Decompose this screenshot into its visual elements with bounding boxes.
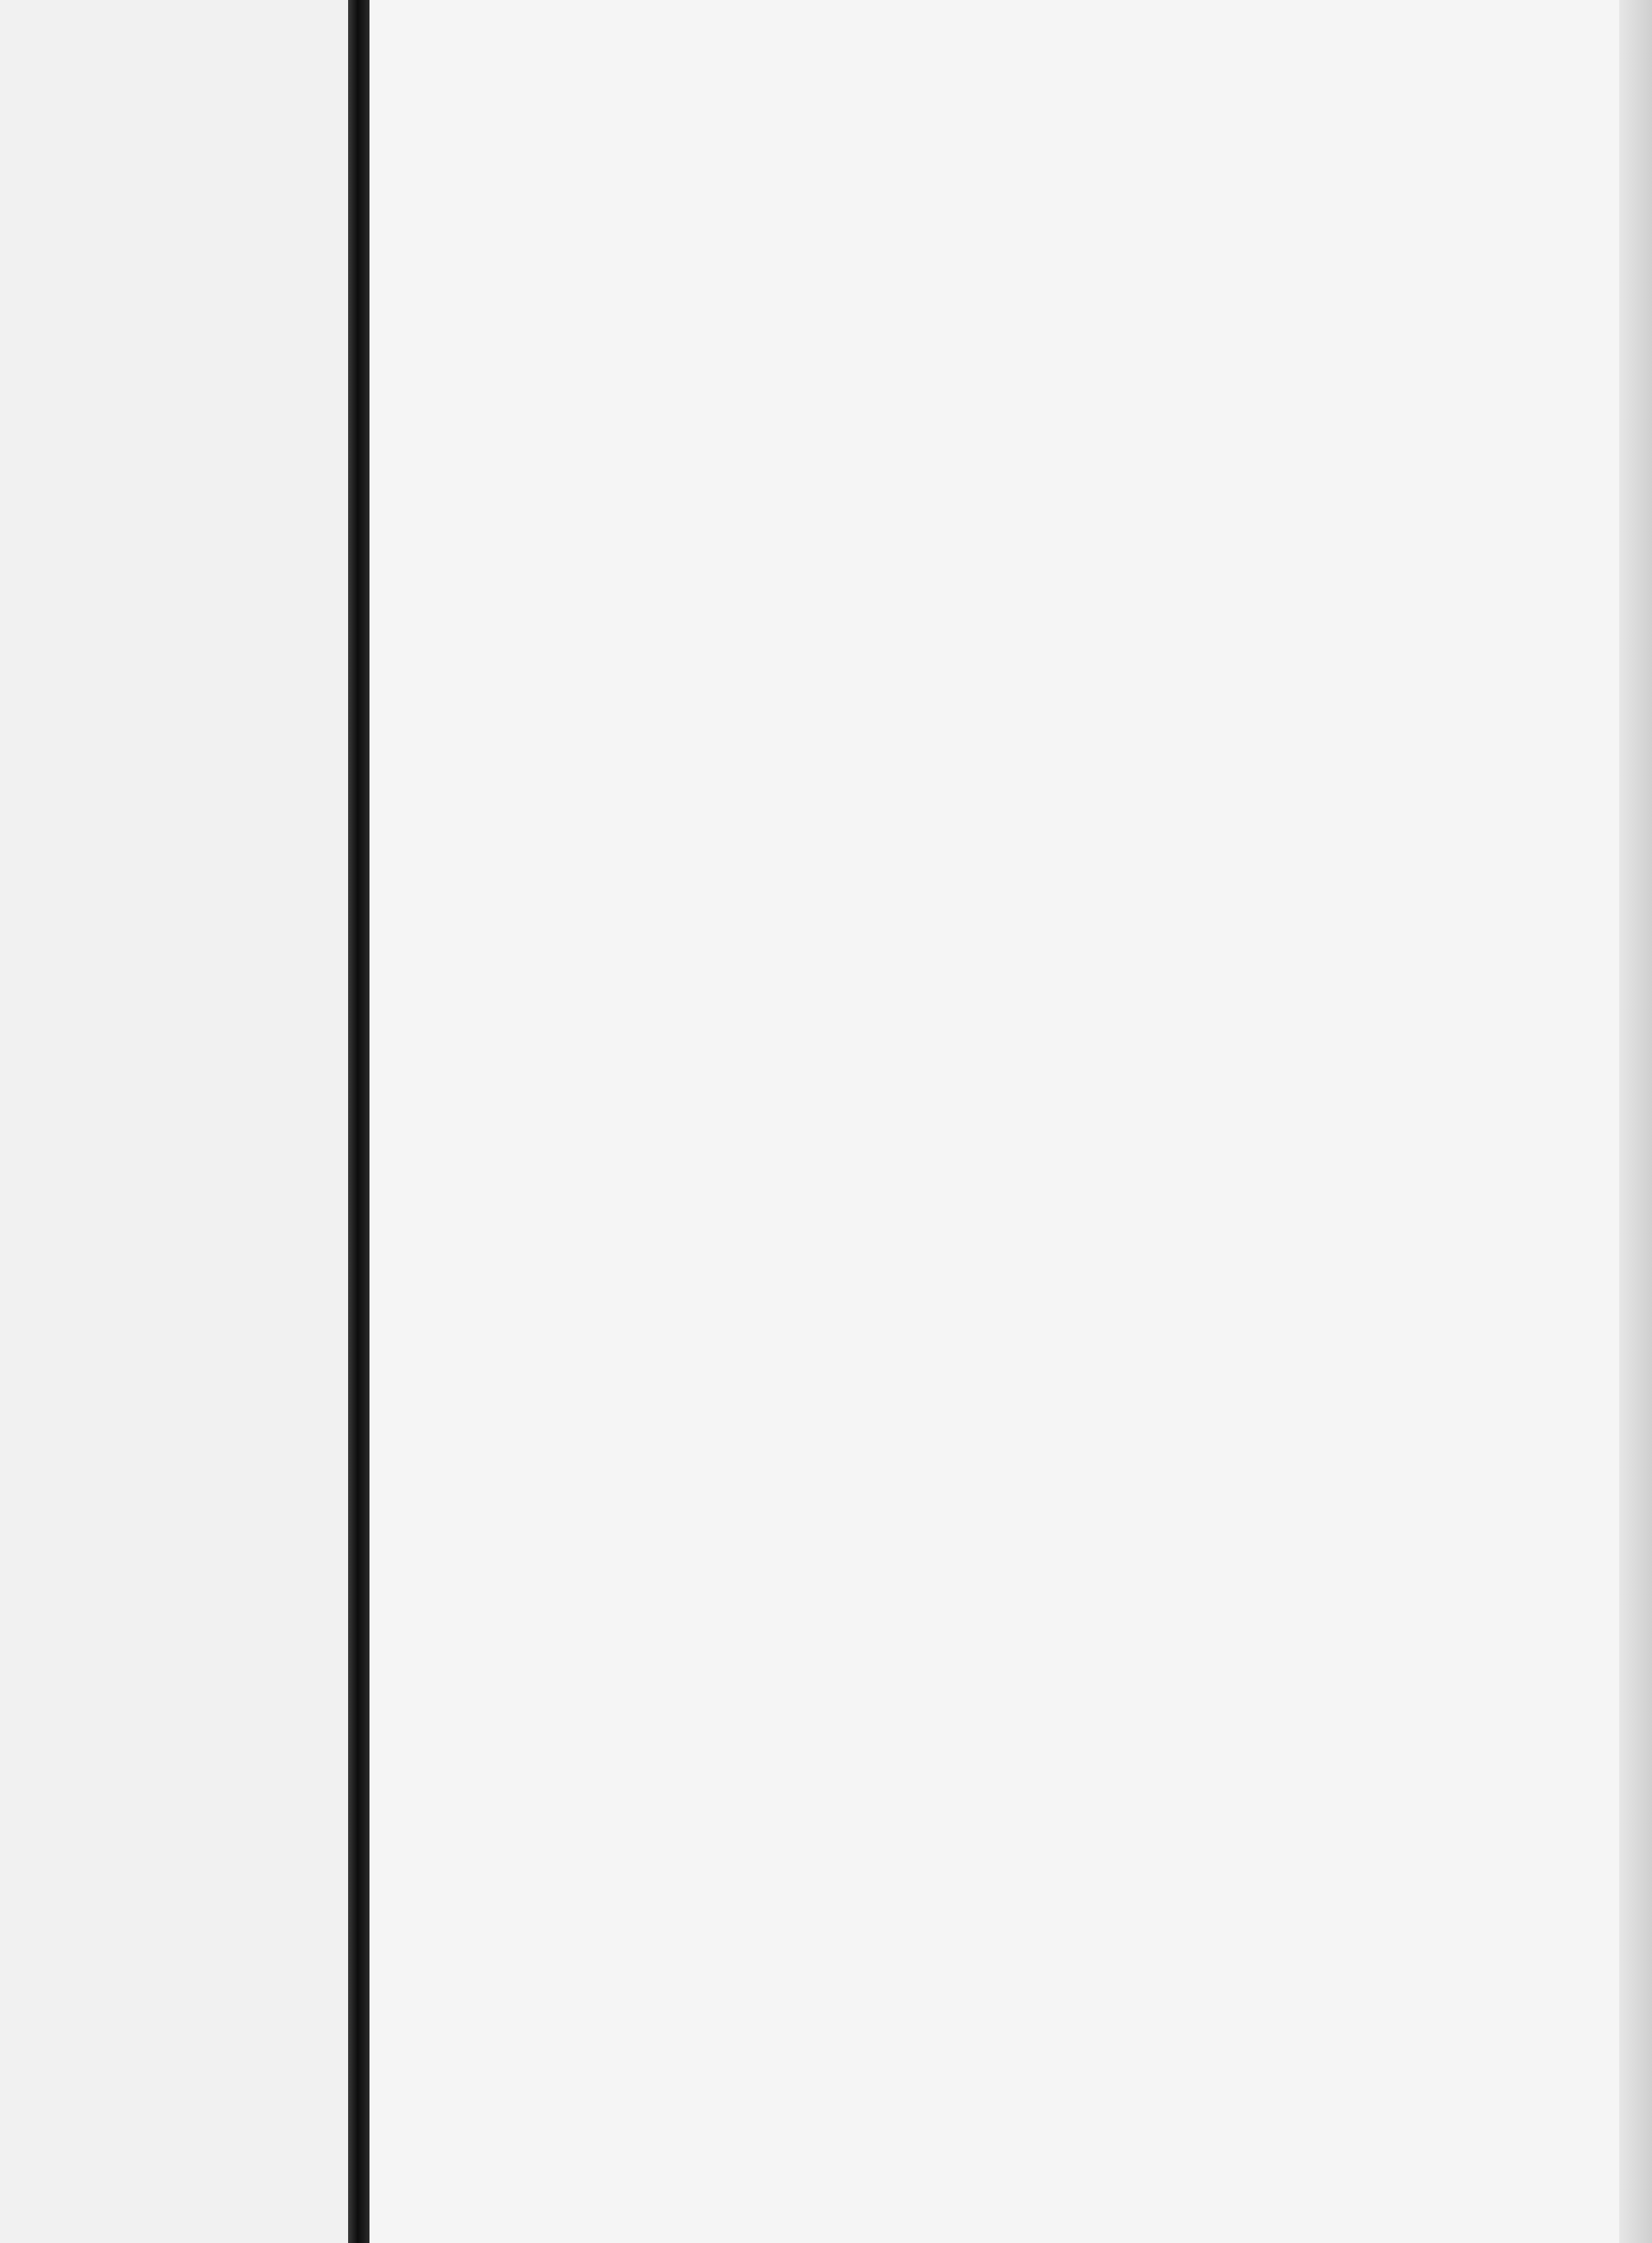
left-page xyxy=(0,0,348,2243)
book-gutter xyxy=(348,0,369,2243)
right-page xyxy=(369,0,1652,2243)
